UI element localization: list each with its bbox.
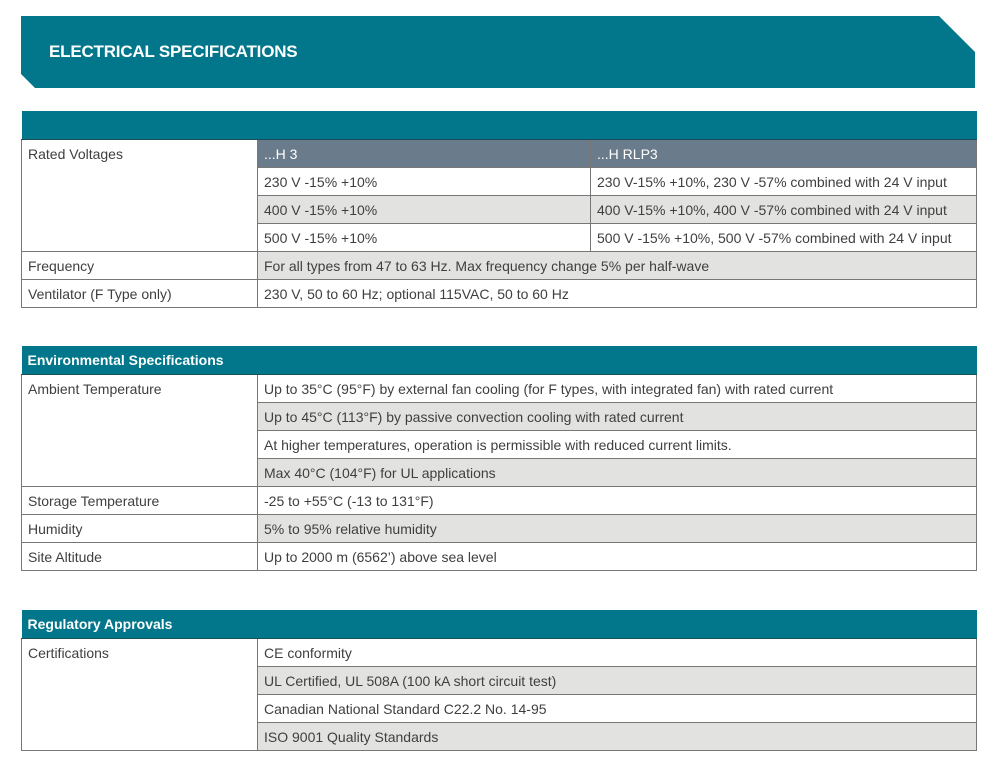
table-row [22, 252, 977, 280]
regulatory-header: Regulatory Approvals [22, 610, 977, 639]
cell-hrlp3-230: 230 V-15% +10%, 230 V -57% combined with 24 V input [591, 168, 977, 196]
table-row [22, 639, 977, 667]
table-header-row [22, 111, 977, 140]
ambient-value-2: Up to 45°C (113°F) by passive convection cooling with rated current [258, 403, 977, 431]
table-row [22, 375, 977, 403]
regulatory-approvals-table [21, 610, 977, 751]
ambient-value-1: Up to 35°C (95°F) by external fan cooling (for F types, with integrated fan) with rated current [258, 375, 977, 403]
certifications-label: Certifications [22, 639, 258, 751]
environmental-spec-table [21, 346, 977, 571]
electrical-spec-table [21, 111, 977, 308]
humidity-label: Humidity [22, 515, 258, 543]
electrical-header [22, 111, 977, 140]
frequency-value: For all types from 47 to 63 Hz. Max frequency change 5% per half-wave [258, 252, 977, 280]
site-altitude-value: Up to 2000 m (6562’) above sea level [258, 543, 977, 571]
ventilator-value: 230 V, 50 to 60 Hz; optional 115VAC, 50 to 60 Hz [258, 280, 977, 308]
environmental-header: Environmental Specifications [22, 346, 977, 375]
certification-value-4: ISO 9001 Quality Standards [258, 723, 977, 751]
cell-hrlp3-400: 400 V-15% +10%, 400 V -57% combined with 24 V input [591, 196, 977, 224]
table-header-row [22, 346, 977, 375]
table-row [22, 543, 977, 571]
cell-hrlp3-500: 500 V -15% +10%, 500 V -57% combined with 24 V input [591, 224, 977, 252]
table-row [22, 487, 977, 515]
ambient-value-4: Max 40°C (104°F) for UL applications [258, 459, 977, 487]
cell-h3-500: 500 V -15% +10% [258, 224, 591, 252]
ambient-temperature-label: Ambient Temperature [22, 375, 258, 487]
cell-h3-400: 400 V -15% +10% [258, 196, 591, 224]
table-row [22, 140, 977, 168]
storage-temperature-value: -25 to +55°C (-13 to 131°F) [258, 487, 977, 515]
table-header-row [22, 610, 977, 639]
site-altitude-label: Site Altitude [22, 543, 258, 571]
section-title: ELECTRICAL SPECIFICATIONS [49, 42, 298, 61]
ambient-value-3: At higher temperatures, operation is permissible with reduced current limits. [258, 431, 977, 459]
certification-value-2: UL Certified, UL 508A (100 kA short circuit test) [258, 667, 977, 695]
cell-h3-230: 230 V -15% +10% [258, 168, 591, 196]
rated-voltages-label: Rated Voltages [22, 140, 258, 252]
column-header-hrlp3: ...H RLP3 [591, 140, 977, 168]
ventilator-label: Ventilator (F Type only) [22, 280, 258, 308]
frequency-label: Frequency [22, 252, 258, 280]
certification-value-3: Canadian National Standard C22.2 No. 14-95 [258, 695, 977, 723]
table-row [22, 280, 977, 308]
column-header-h3: ...H 3 [258, 140, 591, 168]
humidity-value: 5% to 95% relative humidity [258, 515, 977, 543]
certification-value-1: CE conformity [258, 639, 977, 667]
table-row [22, 515, 977, 543]
storage-temperature-label: Storage Temperature [22, 487, 258, 515]
